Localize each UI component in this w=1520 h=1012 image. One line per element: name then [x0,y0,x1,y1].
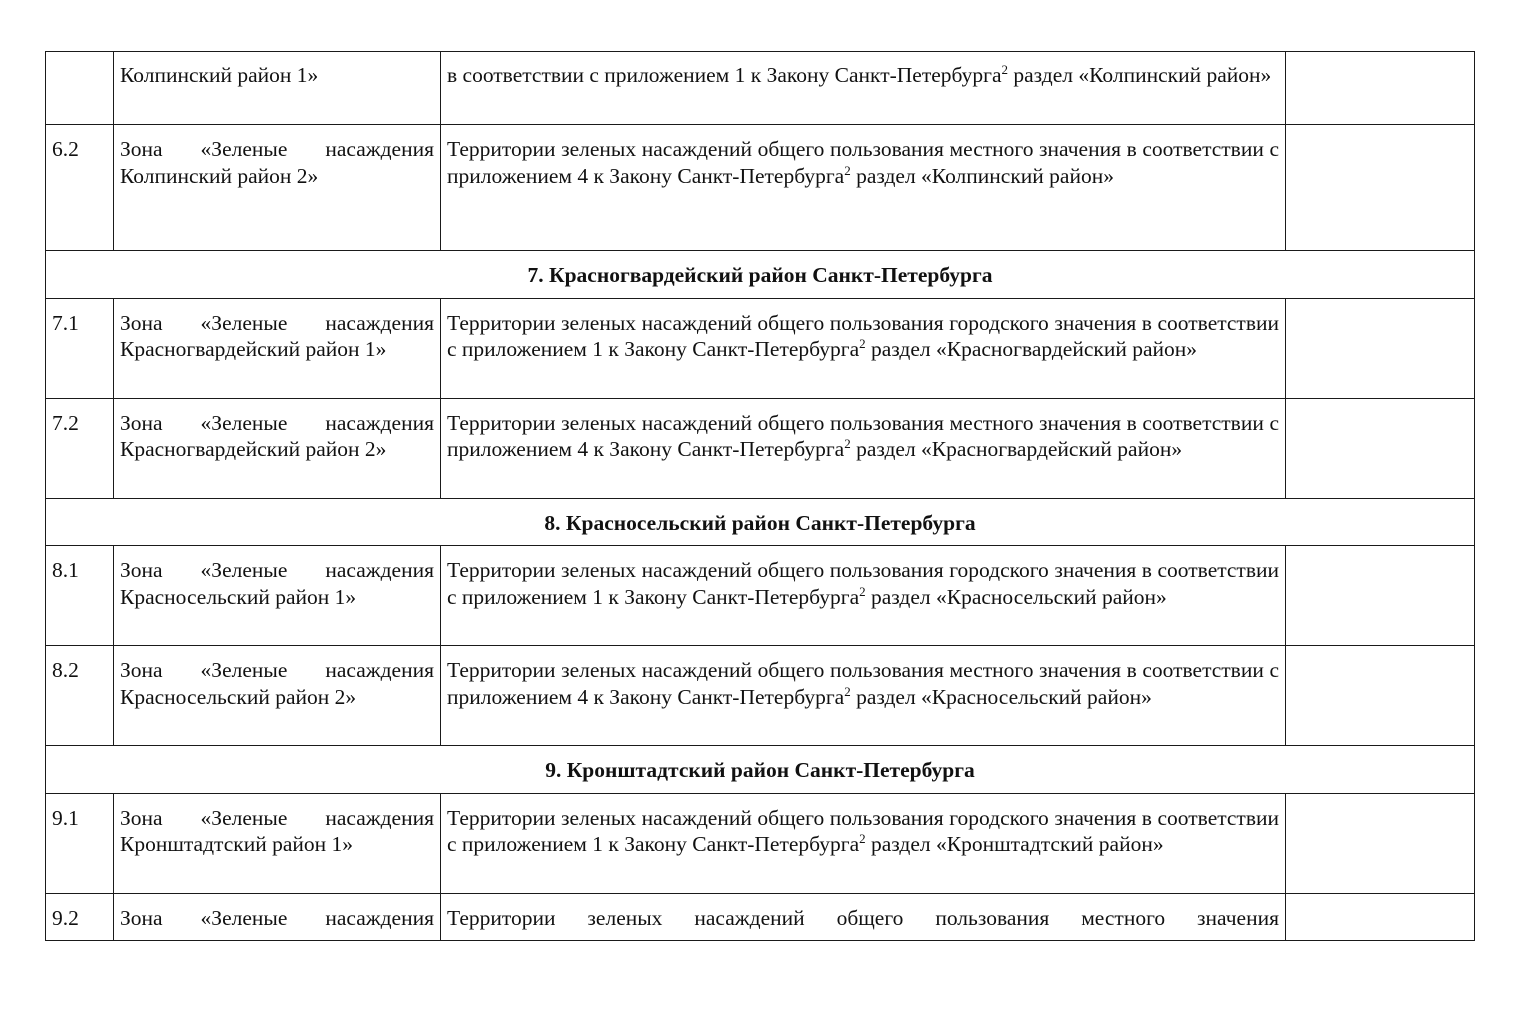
section-title: 8. Красносельский район Санкт-Петербурга [46,498,1475,546]
row-number: 8.1 [46,546,114,646]
description-text-end: раздел «Красногвардейский район» [850,437,1183,461]
table-row [46,646,1475,746]
footnote-ref: 2 [844,683,851,699]
row-number: 9.1 [46,793,114,893]
zones-table [45,51,1475,941]
zone-note [1286,298,1475,398]
section-title: 9. Кронштадтский район Санкт-Петербурга [46,746,1475,794]
description-text: Территории зеленых насаждений общего пользования городского значения в соответствии с приложением 1 к Закону Санкт-Петербурга [447,558,1279,609]
zone-note [1286,398,1475,498]
description-text-end: раздел «Красносельский район» [865,584,1167,609]
zone-name: Зона «Зеленые насаждения Красногвардейский район 1» [114,298,441,398]
zone-description [441,546,1286,646]
row-number: 6.2 [46,125,114,251]
footnote-ref: 2 [859,583,866,599]
zone-note [1286,125,1475,251]
description-text-end: раздел «Красногвардейский район» [865,337,1198,361]
section-title: 7. Красногвардейский район Санкт-Петербурга [46,251,1475,299]
footnote-ref: 2 [844,162,851,178]
zone-name: Зона «Зеленые насаждения Кронштадтский район 1» [114,793,441,893]
description-text-end: раздел «Кронштадтский район» [865,832,1164,856]
footnote-ref: 2 [1001,62,1008,77]
row-number: 7.2 [46,398,114,498]
row-number: 9.2 [46,893,114,941]
description-text-end: раздел «Колпинский район» [850,163,1114,188]
section-row [46,498,1475,546]
description-text: Территории зеленых насаждений общего пользования местного значения в соответствии с приложением 4 к Закону Санкт-Петербурга [447,658,1279,709]
section-row [46,251,1475,299]
zone-name: Колпинский район 1» [114,52,441,125]
footnote-ref: 2 [844,436,851,451]
zone-note [1286,893,1475,941]
description-text: Территории зеленых насаждений общего пользования местного значения в соответствии с приложением 4 к Закону Санкт-Петербурга [447,137,1279,188]
description-text-end: раздел «Колпинский район» [1008,63,1272,87]
zone-description [441,52,1286,125]
table-row [46,793,1475,893]
zone-note [1286,52,1475,125]
description-text: в соответствии с приложением 1 к Закону Санкт-Петербурга [447,63,1002,87]
description-text: Территории зеленых насаждений общего пользования местного значения [447,905,1279,930]
table-row [46,298,1475,398]
zone-name: Зона «Зеленые насаждения Красногвардейский район 2» [114,398,441,498]
section-row [46,746,1475,794]
row-number: 7.1 [46,298,114,398]
zone-description [441,893,1286,941]
table-row [46,125,1475,251]
zone-name: Зона «Зеленые насаждения Колпинский район 2» [114,125,441,251]
zone-note [1286,646,1475,746]
zone-name: Зона «Зеленые насаждения Красносельский район 2» [114,646,441,746]
footnote-ref: 2 [859,336,866,351]
zone-note [1286,793,1475,893]
zone-description [441,298,1286,398]
zone-note [1286,546,1475,646]
zone-name: Зона «Зеленые насаждения Красносельский район 1» [114,546,441,646]
table-row [46,546,1475,646]
zone-description [441,125,1286,251]
table-row [46,893,1475,941]
footnote-ref: 2 [859,831,866,846]
row-number [46,52,114,125]
zone-description [441,646,1286,746]
zone-description [441,793,1286,893]
description-text-end: раздел «Красносельский район» [850,684,1152,709]
zone-name: Зона «Зеленые насаждения [114,893,441,941]
table-row [46,398,1475,498]
zone-description [441,398,1286,498]
description-text: Территории зеленых насаждений общего пользования городского значения в соответствии с приложением 1 к Закону Санкт-Петербурга [447,310,1279,361]
table-row [46,52,1475,125]
description-text: Территории зеленых насаждений общего пользования городского значения в соответствии с приложением 1 к Закону Санкт-Петербурга [447,805,1279,856]
row-number: 8.2 [46,646,114,746]
description-text: Территории зеленых насаждений общего пользования местного значения в соответствии с приложением 4 к Закону Санкт-Петербурга [447,410,1279,461]
